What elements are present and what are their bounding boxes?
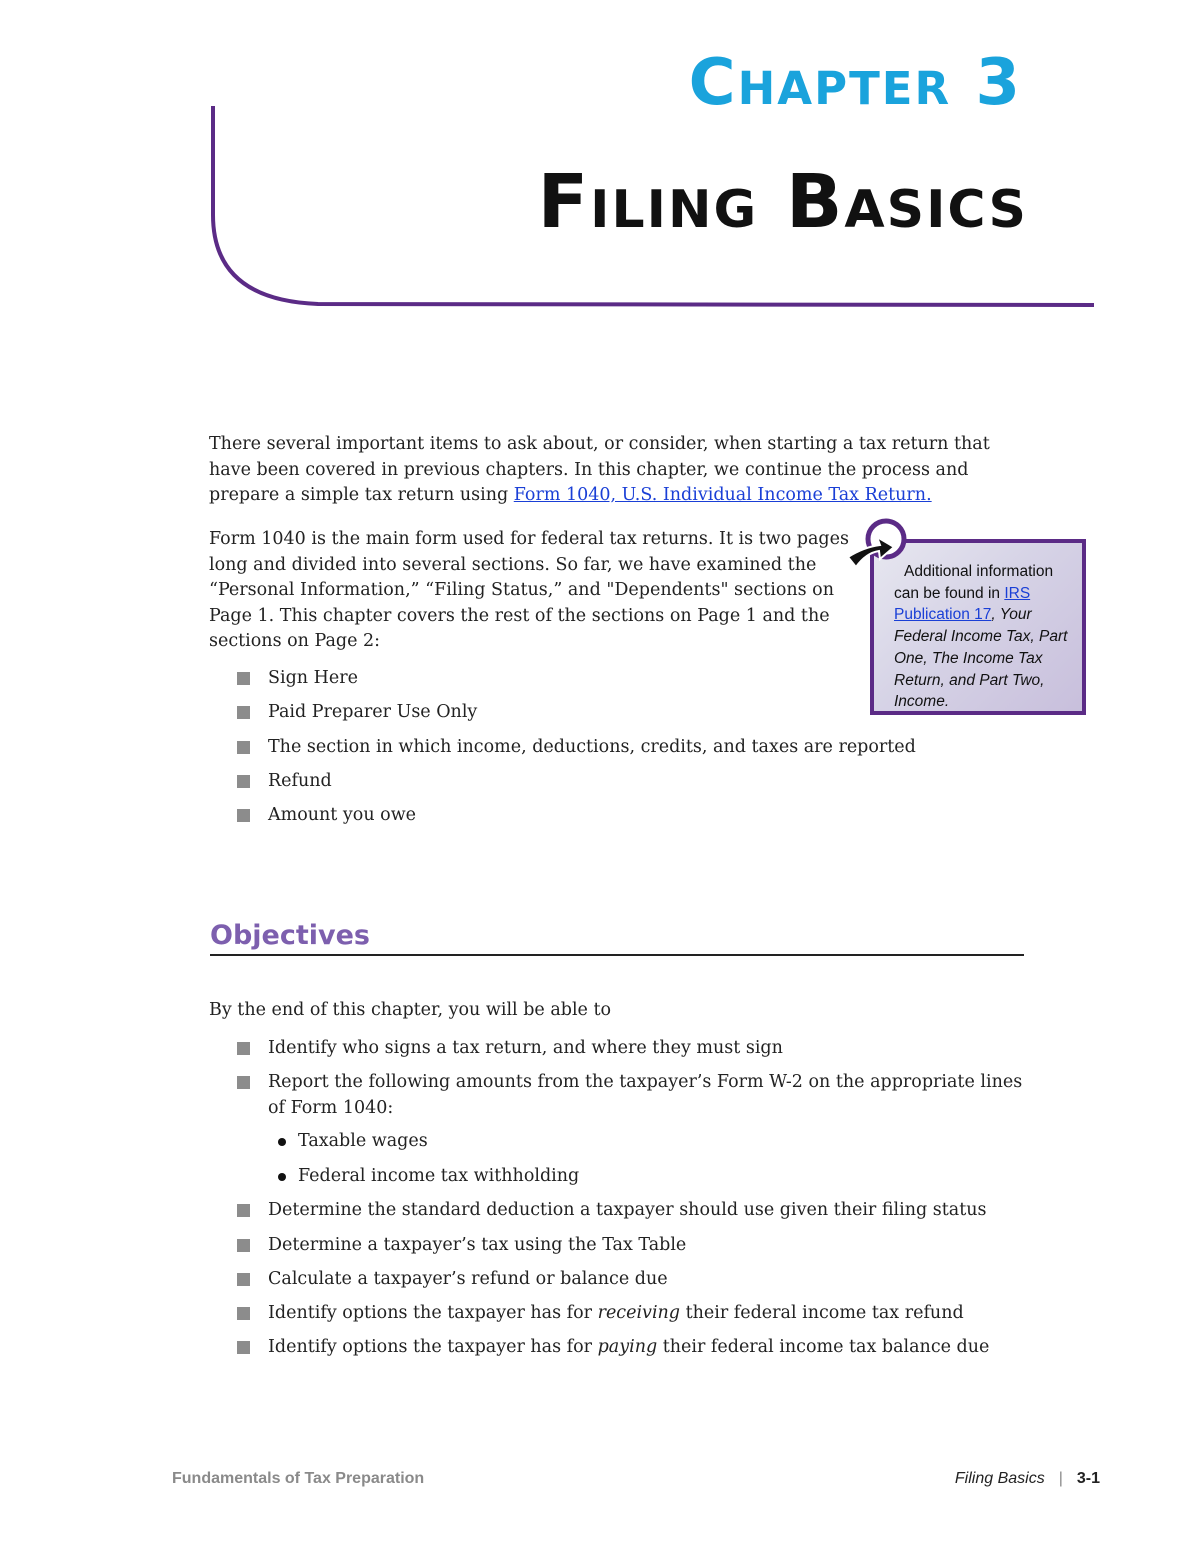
chapter-label: Chapter 3 — [688, 46, 1022, 120]
list-item: Amount you owe — [237, 803, 916, 829]
list-item: Sign Here — [237, 666, 916, 692]
list-item: Report the following amounts from the taxpayer’s Form W-2 on the appropriate lines of Form 1040: Taxable wages Federal income tax withholding — [237, 1070, 1027, 1189]
square-bullet-icon — [237, 1076, 250, 1089]
objectives-heading: Objectives — [210, 918, 1024, 956]
footer-page-info — [955, 1470, 1100, 1488]
w2-amounts-list — [268, 1129, 1027, 1189]
irs-publication-17-link[interactable]: IRS Publication 17 — [894, 584, 1031, 624]
list-item: Identify options the taxpayer has for receiving their federal income tax refund — [237, 1301, 1027, 1327]
list-item: Identify who signs a tax return, and where they must sign — [237, 1036, 1027, 1062]
objectives-intro: By the end of this chapter, you will be able to — [209, 1000, 612, 1020]
form-1040-paragraph: Form 1040 is the main form used for federal tax returns. It is two pages long and divided into several sections. So far, we have examined the “Personal Information,” “Filing Status,” and "Dependents" sections on Page 1. This chapter covers the rest of the sections on Page 1 and the sections on Page 2: — [209, 529, 849, 651]
footer-chapter-title: Filing Basics — [954, 1470, 1045, 1487]
square-bullet-icon — [237, 809, 250, 822]
sections-list — [237, 666, 916, 837]
chapter-title: Filing Basics — [537, 159, 1028, 245]
round-bullet-icon — [278, 1138, 286, 1146]
footer-separator: | — [1058, 1470, 1063, 1487]
square-bullet-icon — [237, 775, 250, 788]
square-bullet-icon — [237, 1341, 250, 1354]
round-bullet-icon — [278, 1173, 286, 1181]
list-item: Taxable wages — [268, 1129, 1027, 1155]
list-item: The section in which income, deductions, credits, and taxes are reported — [237, 735, 916, 761]
list-item: Calculate a taxpayer’s refund or balance due — [237, 1267, 1027, 1293]
list-item: Refund — [237, 769, 916, 795]
list-item: Identify options the taxpayer has for paying their federal income tax balance due — [237, 1335, 1027, 1361]
list-item: Determine the standard deduction a taxpayer should use given their filing status — [237, 1198, 1027, 1224]
list-item: Paid Preparer Use Only — [237, 700, 916, 726]
square-bullet-icon — [237, 706, 250, 719]
square-bullet-icon — [237, 1307, 250, 1320]
square-bullet-icon — [237, 1273, 250, 1286]
intro-paragraph — [209, 432, 1029, 509]
footer-book-title: Fundamentals of Tax Preparation — [172, 1470, 425, 1487]
page-number: 3-1 — [1076, 1470, 1100, 1487]
square-bullet-icon — [237, 741, 250, 754]
callout-text: Additional information can be found in IRS Publication 17, Your Federal Income Tax, Part One, The Income Tax Return, and Part Two, Income. — [894, 563, 1068, 711]
square-bullet-icon — [237, 1042, 250, 1055]
intro-text: There several important items to ask about, or consider, when starting a tax return that have been covered in previous chapters. In this chapter, we continue the process and prepare a simple tax return using — [209, 434, 990, 505]
square-bullet-icon — [237, 1204, 250, 1217]
list-item: Determine a taxpayer’s tax using the Tax Table — [237, 1233, 1027, 1259]
arrow-pointer-icon — [842, 517, 912, 579]
objectives-list — [237, 1036, 1027, 1370]
square-bullet-icon — [237, 672, 250, 685]
form-1040-link[interactable]: Form 1040, U.S. Individual Income Tax Return. — [513, 485, 932, 505]
square-bullet-icon — [237, 1239, 250, 1252]
list-item: Federal income tax withholding — [268, 1164, 1027, 1190]
